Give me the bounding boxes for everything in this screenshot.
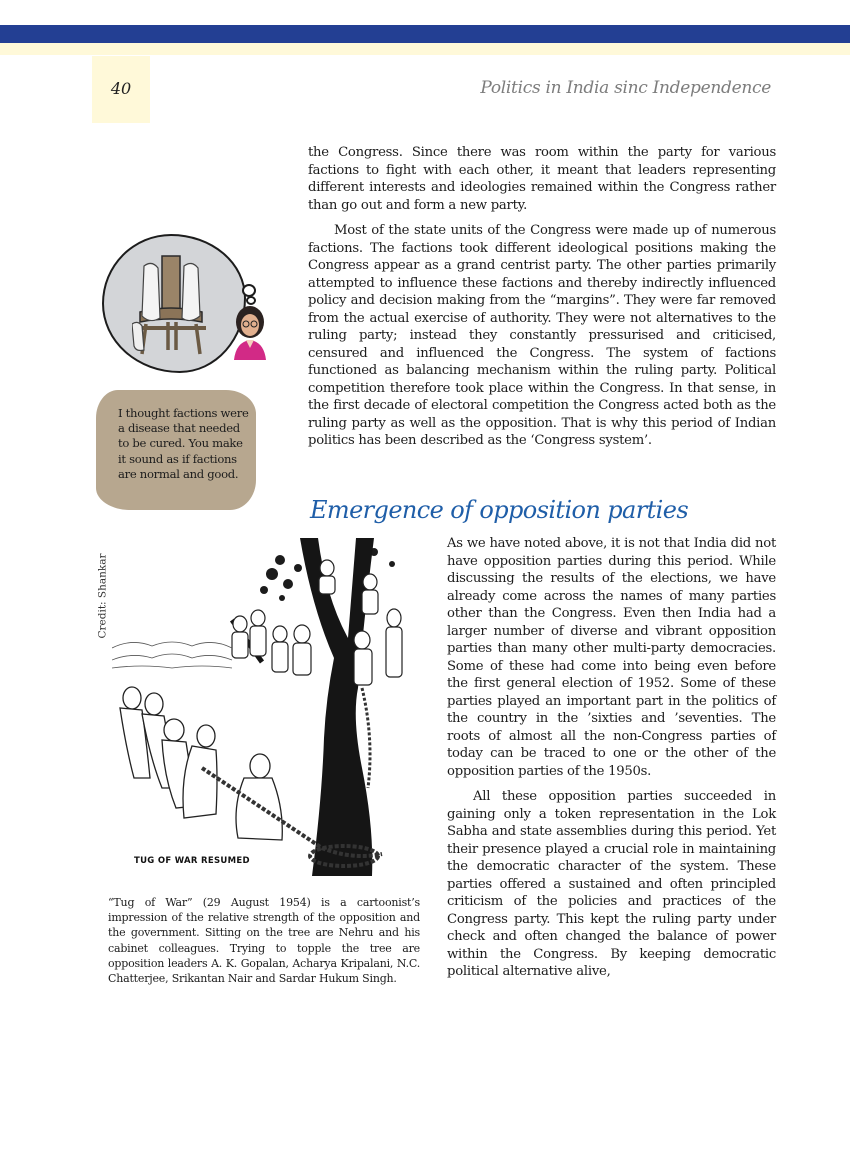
figure-caption: “Tug of War” (29 August 1954) is a cartoonist’s impression of the relative strength of the opposition and the government. Sitting on the tree are Nehru and his cabinet colleagues. Trying to topple the tree are opposition leaders A. K. Gopalan, Acharya Kripalani, N.C. Chatterjee, Srikantan Nair and Sardar Hukum Singh.	[108, 896, 420, 986]
paragraph: All these opposition parties succeeded in gaining only a token representation in the Lok Sabha and state assemblies during this period. Yet their presence played a crucial role in maintaining the democratic character of the system. These parties offered a sustained and often principled criticism of the policies and practices of the Congress party. This kept the ruling party under check and often changed the balance of power within the Congress. By keeping democratic political alternative alive,	[447, 789, 776, 979]
header-band	[0, 25, 850, 43]
tug-of-war-cartoon	[112, 538, 420, 876]
speech-bubble-text: I thought factions were a disease that needed to be cured. You make it sound as if factions are normal and good.	[118, 406, 249, 481]
paragraph: Most of the state units of the Congress were made up of numerous factions. The factions took different ideological positions making the Congress appear as a grand centrist party. The other parties primarily attempted to influence these factions and thereby indirectly influenced policy and decision making from the “margins”. They were far removed from the actual exercise of authority. They were not alternatives to the ruling party; instead they constantly pressurised and criticised, censured and influenced the Congress. The system of factions functioned as balancing mechanism within the ruling party. Political competition therefore took place within the Congress. In that sense, in the first decade of electoral competition the Congress acted both as the ruling party as well as the opposition. That is why this period of Indian politics has been described as the ‘Congress system’.	[308, 223, 776, 448]
paragraph: As we have noted above, it is not that India did not have opposition parties during this period. While discussing the results of the elections, we have already come across the names of many parties other than the Congress. Even then India had a larger number of diverse and vibrant opposition parties than many other multi-party democracies. Some of these had come into being even before the first general election of 1952. Some of these parties played an important part in the politics of the country in the ’sixties and ’seventies. The roots of almost all the non-Congress parties of today can be traced to one or the other of the opposition parties of the 1950s.	[447, 536, 776, 779]
section-heading: Emergence of opposition parties	[310, 496, 689, 524]
girl-thinking-icon	[232, 302, 266, 362]
thought-cloud-illustration	[96, 222, 266, 382]
right-text-column	[447, 535, 776, 981]
header-cream-strip	[0, 43, 850, 55]
cartoon-illustration	[112, 538, 420, 876]
page-number-box	[92, 56, 150, 123]
cartoon-label: TUG OF WAR RESUMED	[134, 856, 250, 866]
running-title: Politics in India sinc Independence	[480, 78, 771, 98]
paragraph: the Congress. Since there was room within the party for various factions to fight with each other, it meant that leaders representing different interests and ideologies remained within the Congress rather than go out and form a new party.	[308, 145, 776, 213]
top-text-column	[308, 144, 776, 450]
chair-icon	[132, 254, 210, 356]
speech-bubble	[96, 390, 256, 510]
page-number: 40	[110, 79, 132, 98]
image-credit: Credit: Shankar	[96, 553, 109, 639]
